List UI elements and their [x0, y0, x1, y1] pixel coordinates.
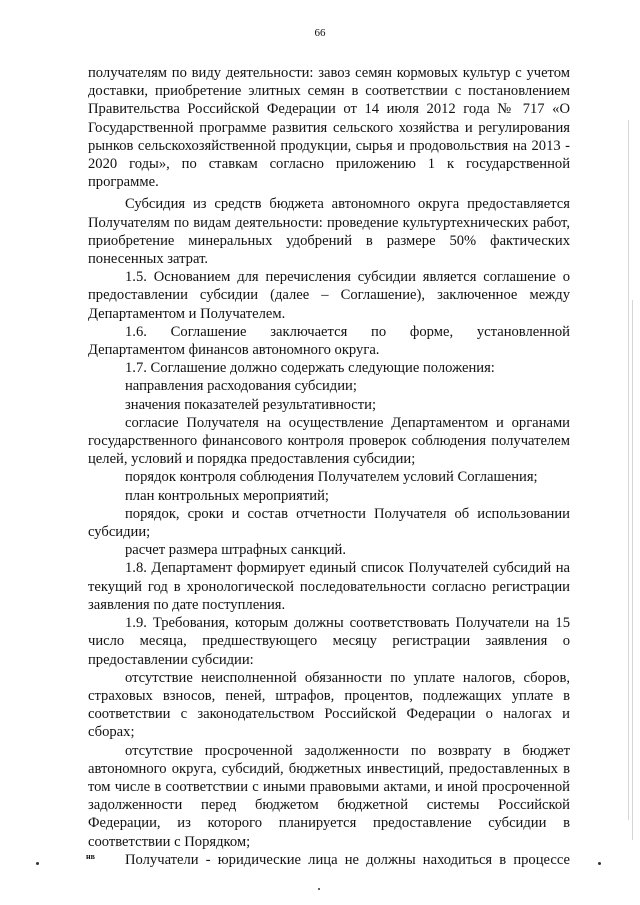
paragraph-7: значения показателей результативности; [125, 396, 377, 413]
paragraph-6: направления расходования субсидии; [125, 378, 357, 395]
paragraph-14: 1.9. Требования, которым должны соответствовать Получатели на 15 число месяца, предшествующего месяцу регистрации заявления о предоставлении субсидии: [88, 615, 570, 668]
document-body [88, 64, 570, 869]
paragraph-9: порядок контроля соблюдения Получателем условий Соглашения; [125, 469, 538, 486]
paragraph-10: план контрольных мероприятий; [125, 487, 329, 504]
paragraph-13: 1.8. Департамент формирует единый список Получателей субсидий на текущий год в хронологической последовательности согласно регистрации заявления по дате поступления. [88, 560, 570, 613]
paragraph-1: получателям по виду деятельности: завоз семян кормовых культур с учетом доставки, приобретение элитных семян в соответствии с постановлением Правительства Российской Федерации от 14 июля 2012 года № 717 «О Государственной программе развития сельского хозяйства и регулирования рынков сельскохозяйственной продукции, сырья и продовольствия на 2013 - 2020 годы», по ставкам согласно приложению 1 к государственной программе. [88, 65, 570, 191]
paragraph-15: отсутствие неисполненной обязанности по уплате налогов, сборов, страховых взносов, пеней, штрафов, процентов, подлежащих уплате в соответствии с законодательством Российской Федерации о налогах и сборах; [88, 669, 570, 741]
scan-speck [598, 862, 601, 865]
paragraph-16: отсутствие просроченной задолженности по возврату в бюджет автономного округа, субсидий, бюджетных инвестиций, предоставленных в том числе в соответствии с иными правовыми актами, и иной просроченной задолженности перед бюджетом бюджетной системы Российской Федерации, из которого планируется предоставление субсидии в соответствии с Порядком; [88, 742, 570, 850]
paragraph-2: Субсидия из средств бюджета автономного округа предоставляется Получателям по видам деятельности: проведение культуртехнических работ, приобретение минеральных удобрений в размере 50% фактических понесенных затрат. [88, 196, 570, 268]
paragraph-4: 1.6. Соглашение заключается по форме, установленной Департаментом финансов автономного округа. [88, 323, 570, 359]
paragraph-3: 1.5. Основанием для перечисления субсидии является соглашение о предоставлении субсидии (далее – Соглашение), заключенное между Департаментом и Получателем. [88, 269, 570, 322]
scan-edge-line [632, 300, 633, 840]
scan-speck [318, 888, 320, 890]
paragraph-12: расчет размера штрафных санкций. [125, 542, 346, 559]
paragraph-17: Получатели - юридические лица не должны находиться в процессе [125, 851, 570, 868]
paragraph-11: порядок, сроки и состав отчетности Получателя об использовании субсидии; [88, 505, 570, 541]
footer-mark: нв [86, 852, 95, 861]
scan-speck [36, 862, 39, 865]
paragraph-8: согласие Получателя на осуществление Департаментом и органами государственного финансового контроля проверок соблюдения получателем целей, условий и порядка предоставления субсидии; [88, 414, 570, 468]
scan-edge-line [628, 120, 629, 820]
paragraph-5: 1.7. Соглашение должно содержать следующие положения: [125, 360, 495, 377]
page-number: 66 [314, 27, 326, 39]
